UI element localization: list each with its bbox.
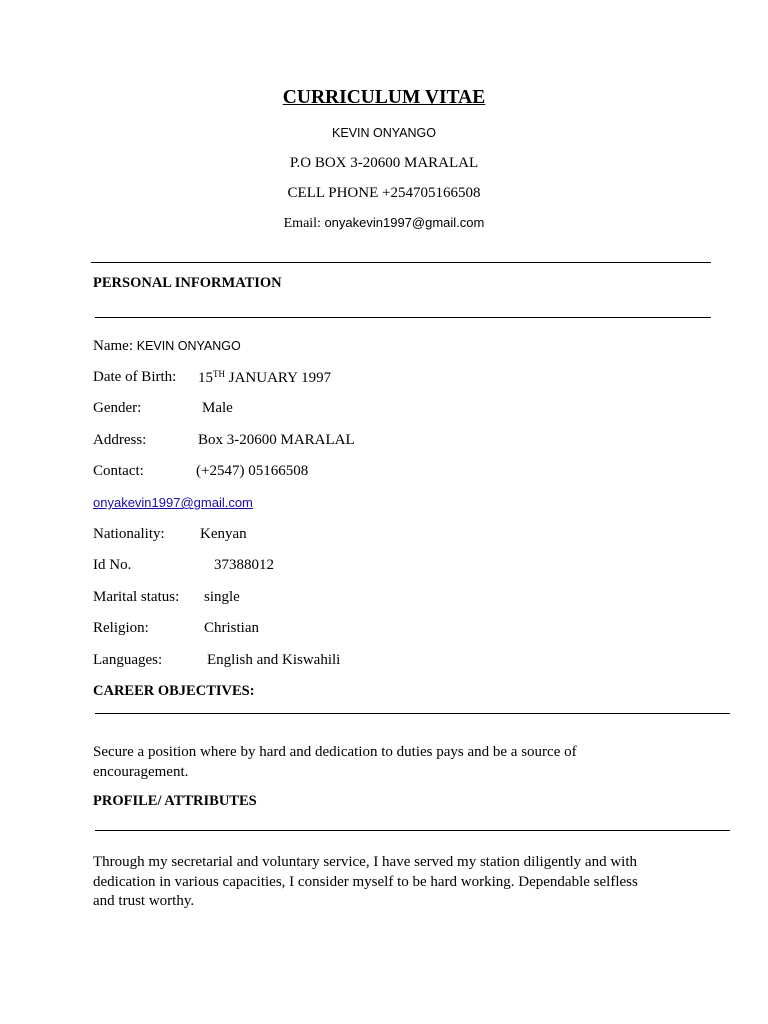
career-objectives-heading: CAREER OBJECTIVES: (93, 683, 255, 699)
header-divider (91, 262, 711, 263)
header-email-value: onyakevin1997@gmail.com (324, 215, 485, 230)
dob-suffix: TH (213, 369, 225, 379)
personal-info-heading: PERSONAL INFORMATION (93, 275, 282, 291)
nationality-label: Nationality: (93, 526, 165, 542)
profile-text: Through my secretarial and voluntary service, I have served my station diligently and with dedication in various capacities, I consider myself to be hard working. Dependable selfless and trust worthy. (93, 854, 638, 909)
profile-heading: PROFILE/ ATTRIBUTES (93, 793, 257, 809)
dob-month-year: JANUARY 1997 (225, 370, 332, 386)
contact-value: (+2547) 05166508 (196, 463, 309, 479)
name-value: KEVIN ONYANGO (136, 339, 241, 353)
marital-label: Marital status: (93, 589, 180, 605)
id-value: 37388012 (214, 557, 274, 573)
name-row (93, 338, 241, 355)
gender-value: Male (202, 400, 233, 416)
languages-label: Languages: (93, 652, 163, 668)
header-phone: CELL PHONE +254705166508 (287, 185, 481, 201)
email-link[interactable]: onyakevin1997@gmail.com (93, 495, 253, 510)
dob-label: Date of Birth: (93, 369, 177, 385)
header-email-line (0, 215, 768, 232)
languages-value: English and Kiswahili (207, 652, 341, 668)
marital-value: single (204, 589, 240, 605)
personal-info-divider (95, 317, 711, 318)
header-email-label: Email: (283, 216, 325, 231)
religion-value: Christian (204, 620, 259, 636)
header-address: P.O BOX 3-20600 MARALAL (289, 155, 479, 171)
dob-value (198, 369, 331, 387)
header-name: KEVIN ONYANGO (332, 126, 436, 140)
id-label: Id No. (93, 557, 132, 573)
nationality-value: Kenyan (200, 526, 247, 542)
contact-label: Contact: (93, 463, 144, 479)
religion-label: Religion: (93, 620, 149, 636)
profile-divider (95, 830, 730, 831)
document-title: CURRICULUM VITAE (282, 87, 486, 108)
gender-label: Gender: (93, 400, 142, 416)
address-value: Box 3-20600 MARALAL (198, 432, 355, 448)
name-label: Name: (93, 338, 137, 354)
career-divider (95, 713, 730, 714)
career-objectives-text: Secure a position where by hard and dedication to duties pays and be a source of encouragement. (93, 744, 577, 780)
dob-day: 15 (198, 370, 213, 386)
address-label: Address: (93, 432, 147, 448)
